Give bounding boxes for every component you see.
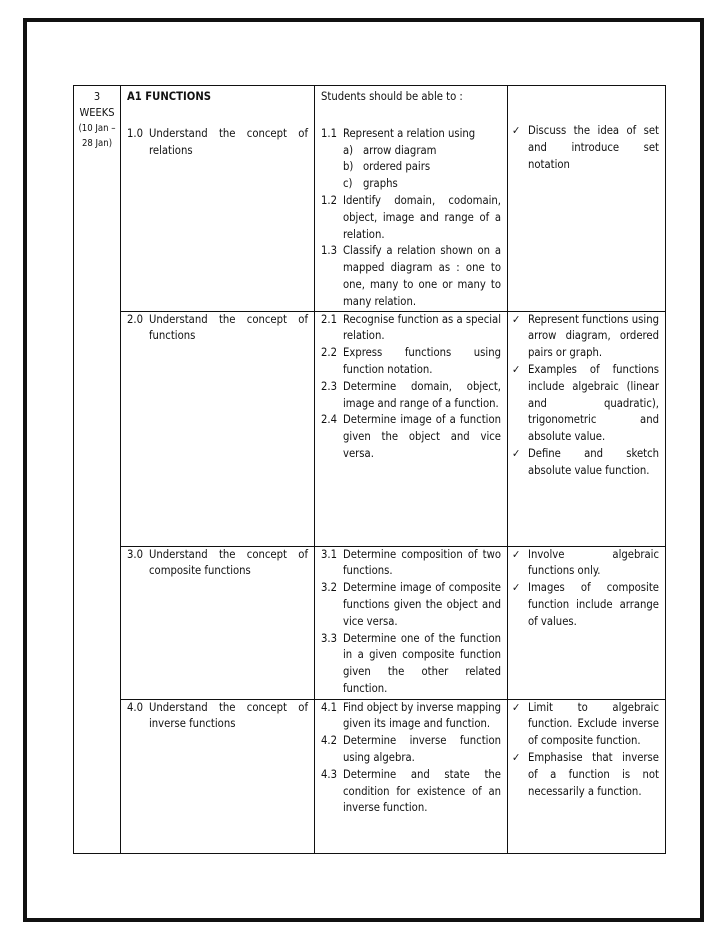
note-text: Represent functions using arrow diagram, ordered pairs or graph.: [528, 312, 659, 360]
outcome-number: 3.1: [321, 547, 338, 561]
outcome-number: 2.3: [321, 379, 338, 393]
note-text: Examples of functions include algebraic (linear and quadratic), trigonometric and absolute value.: [528, 362, 659, 444]
week-dates-start: (10 Jan –: [78, 123, 116, 134]
outcome-item: [315, 193, 507, 243]
note-text: Limit to algebraic function. Exclude inverse of composite function.: [528, 700, 659, 748]
note-item: [508, 580, 665, 630]
learning-area-text: Understand the concept of relations: [149, 126, 308, 157]
outcome-item: [315, 345, 507, 379]
learning-area-number: 3.0: [127, 547, 144, 561]
outcome-subitem: [315, 159, 507, 176]
outcome-text: Express functions using function notation.: [343, 346, 501, 376]
note-text: Involve algebraic functions only.: [528, 547, 659, 578]
note-item: [508, 750, 665, 800]
note-item: [508, 446, 665, 480]
outcome-item: [315, 379, 507, 413]
outcome-text: Determine composition of two functions.: [343, 547, 501, 578]
outcome-number: 2.4: [321, 413, 338, 427]
note-text: Define and sketch absolute value function.: [528, 446, 659, 477]
learning-area-text: Understand the concept of composite functions: [149, 547, 308, 578]
learning-area: [121, 126, 314, 160]
outcome-number: 2.1: [321, 312, 338, 326]
outcome-subitem: [315, 143, 507, 160]
outcome-item: [315, 312, 507, 346]
checkmark-icon: ✓: [512, 124, 521, 137]
note-text: Images of composite function include arrange of values.: [528, 581, 659, 628]
note-item: [508, 362, 665, 446]
outcome-item: [315, 631, 507, 698]
outcome-number: 1.3: [321, 244, 338, 258]
outcome-number: 2.2: [321, 346, 338, 360]
topic-heading: A1 FUNCTIONS: [127, 90, 211, 103]
outcome-number: 4.1: [321, 700, 338, 714]
notes-cell-3: [508, 546, 666, 699]
note-item: [508, 700, 665, 750]
outcome-item: [315, 767, 507, 817]
checkmark-icon: ✓: [512, 312, 521, 326]
subitem-letter: b): [343, 160, 354, 174]
notes-cell-1: [508, 86, 666, 312]
outcome-text: Identify domain, codomain, object, image and range of a relation.: [343, 193, 501, 241]
subitem-letter: a): [343, 143, 354, 157]
outcome-cell-2: [315, 311, 508, 546]
outcome-item: [315, 243, 507, 310]
outcome-text: Determine one of the function in a given composite function given the other related function.: [343, 631, 501, 695]
outcome-cell-3: [315, 546, 508, 699]
week-dates-end: 28 Jan): [81, 138, 113, 149]
outcome-item: [315, 412, 507, 462]
outcome-text: Classify a relation shown on a mapped diagram as : one to one, many to one or many to many relation.: [343, 244, 501, 308]
note-text: Discuss the idea of set and introduce set notation: [528, 124, 659, 171]
note-item: [508, 547, 665, 581]
outcome-item: [315, 700, 507, 734]
outcome-text: Determine image of a function given the object and vice versa.: [343, 413, 501, 460]
outcome-number: 4.3: [321, 767, 338, 781]
row-functions: [74, 311, 666, 546]
learning-area-text: Understand the concept of inverse functions: [149, 700, 308, 731]
subitem-text: arrow diagram: [363, 143, 437, 157]
outcome-text: Determine inverse function using algebra.: [343, 734, 501, 764]
subitem-letter: c): [343, 177, 353, 191]
scheme-of-work-table: [73, 85, 666, 854]
notes-cell-2: [508, 311, 666, 546]
outcome-item: [315, 580, 507, 630]
note-item: [508, 123, 665, 173]
row-inverse-functions: [74, 699, 666, 853]
checkmark-icon: ✓: [512, 581, 521, 595]
outcome-text: Recognise function as a special relation.: [343, 312, 501, 343]
outcome-number: 4.2: [321, 734, 338, 748]
outcome-text: Determine image of composite functions given the object and vice versa.: [343, 581, 501, 628]
outcome-text: Represent a relation using: [343, 126, 476, 140]
outcome-text: Determine and state the condition for existence of an inverse function.: [343, 767, 501, 815]
outcome-item: [315, 547, 507, 581]
learning-area: [121, 312, 314, 346]
topic-cell-3: [121, 546, 315, 699]
checkmark-icon: ✓: [512, 700, 521, 714]
note-item: [508, 312, 665, 362]
outcome-number: 1.2: [321, 193, 338, 207]
outcome-number: 3.2: [321, 581, 338, 595]
subitem-text: ordered pairs: [363, 160, 431, 174]
checkmark-icon: ✓: [512, 362, 521, 376]
notes-cell-4: [508, 699, 666, 853]
row-composite-functions: [74, 546, 666, 699]
row-relations: [74, 86, 666, 312]
topic-cell-4: [121, 699, 315, 853]
subitem-text: graphs: [363, 177, 398, 191]
outcome-cell-1: [315, 86, 508, 312]
outcome-text: Determine domain, object, image and range of a function.: [343, 379, 501, 410]
week-unit: WEEKS: [79, 106, 115, 119]
topic-cell-1: [121, 86, 315, 312]
checkmark-icon: ✓: [512, 547, 521, 561]
checkmark-icon: ✓: [512, 446, 521, 460]
outcome-item: [315, 126, 507, 143]
outcome-number: 3.3: [321, 631, 338, 645]
learning-area: [121, 547, 314, 581]
outcome-subitem: [315, 176, 507, 193]
outcome-item: [315, 733, 507, 767]
week-cell: [74, 86, 121, 854]
learning-area: [121, 700, 314, 734]
topic-cell-2: [121, 311, 315, 546]
outcome-cell-4: [315, 699, 508, 853]
learning-area-text: Understand the concept of functions: [149, 312, 308, 343]
outcome-text: Find object by inverse mapping given its image and function.: [343, 700, 501, 731]
learning-area-number: 2.0: [127, 312, 144, 326]
note-text: Emphasise that inverse of a function is not necessarily a function.: [528, 750, 659, 798]
outcome-heading: Students should be able to :: [321, 90, 463, 103]
learning-area-number: 1.0: [127, 126, 144, 140]
outcome-number: 1.1: [321, 126, 338, 140]
learning-area-number: 4.0: [127, 700, 144, 714]
week-count: 3: [93, 90, 101, 103]
checkmark-icon: ✓: [512, 750, 521, 764]
